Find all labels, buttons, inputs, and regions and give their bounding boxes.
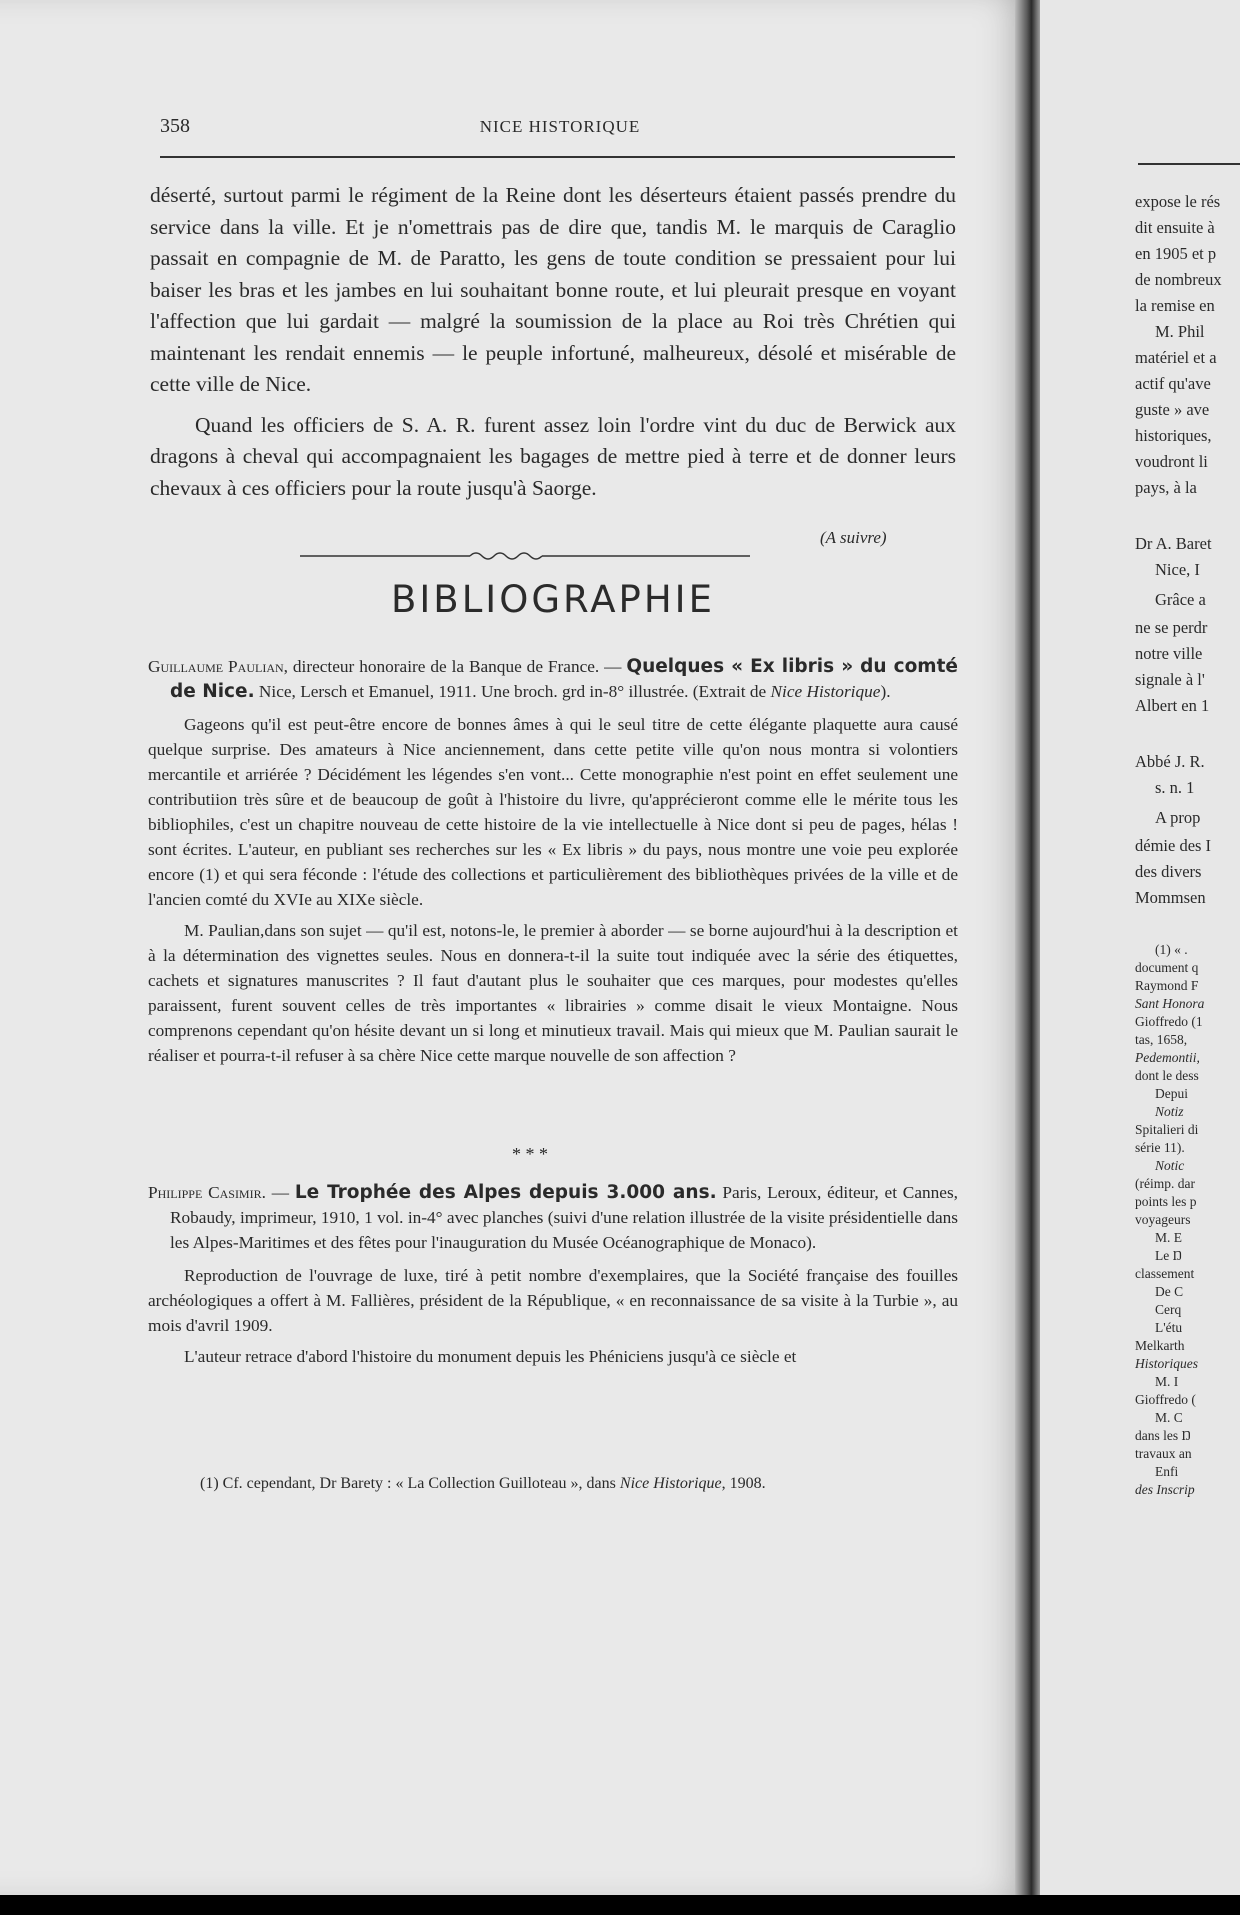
footnote-fragment: Sant Honora xyxy=(1135,996,1205,1011)
publication-info: Nice, Lersch et Emanuel, 1911. Une broch. grd in-8° illustrée. (Extrait de xyxy=(254,682,771,701)
text-fragment: s. n. 1 xyxy=(1155,778,1195,797)
footnote-fragment: document q xyxy=(1135,960,1199,975)
text-fragment: Grâce a xyxy=(1155,590,1206,609)
entry-heading xyxy=(148,654,958,704)
section-title: BIBLIOGRAPHIE xyxy=(391,578,715,621)
text-fragment: guste » ave xyxy=(1135,400,1210,419)
footnote-fragment: Gioffredo ( xyxy=(1135,1392,1196,1407)
footnote-fragment: Enfi xyxy=(1155,1464,1179,1479)
scan-border xyxy=(0,1895,1240,1915)
footnote-fragment: voyageurs xyxy=(1135,1212,1191,1227)
review-paragraph: L'auteur retrace d'abord l'histoire du monument depuis les Phéniciens jusqu'à ce siècle et xyxy=(184,1347,797,1366)
paragraph: déserté, surtout parmi le régiment de la Reine dont les déserteurs étaient passés prendre du service dans la ville. Et je n'omettrais pas de dire que, tandis M. le marquis de Caraglio passait en compagnie de M. de Paratto, les gens de toute condition se pressaient pour lui baiser les bras et les jambes en lui souhaitant bonne route, et lui pleurait presque en voyant l'affection que lui gardait — malgré la soumission de la place au Roi très Chrétien qui maintenant les rendait ennemis — le peuple infortuné, malheureux, désolé et misérable de cette ville de Nice. xyxy=(150,183,956,396)
footnote-fragment: points les p xyxy=(1135,1194,1197,1209)
footnote-fragment: Notic xyxy=(1155,1158,1185,1173)
text-fragment: des divers xyxy=(1135,862,1202,881)
entry-author: Philippe Casimir xyxy=(148,1183,262,1202)
footnote-italic: Nice Historique xyxy=(619,1475,722,1492)
footnote-fragment: (1) « . xyxy=(1155,942,1188,957)
publication-italic: Nice Historique xyxy=(770,682,881,701)
entry-heading xyxy=(148,1180,958,1255)
to-be-continued: (A suivre) xyxy=(820,528,887,547)
footnote-fragment: Pedemontii, xyxy=(1135,1050,1200,1065)
footnote xyxy=(200,1475,940,1493)
text-fragment: démie des I xyxy=(1135,836,1212,855)
text-fragment: signale à l' xyxy=(1135,670,1205,689)
publication-end: ). xyxy=(880,682,891,701)
author-description: , directeur honoraire de la Banque de France. — xyxy=(283,657,627,676)
text-fragment: Abbé J. R. xyxy=(1135,752,1205,771)
footnote-fragment: des Inscrip xyxy=(1135,1482,1195,1497)
section-separator: * * * xyxy=(512,1144,548,1164)
footnote-fragment: M. E xyxy=(1155,1230,1182,1245)
bibliography-entry xyxy=(148,654,958,1068)
footnote-fragment: travaux an xyxy=(1135,1446,1192,1460)
footnote-fragment: Notiz xyxy=(1155,1104,1184,1119)
footnote-fragment: Le Ŋ xyxy=(1155,1248,1183,1263)
footnote-end: , 1908. xyxy=(721,1475,766,1492)
header-rule xyxy=(160,156,955,158)
footnote-fragment: Cerq xyxy=(1155,1302,1182,1317)
text-fragment: Albert en 1 xyxy=(1135,696,1210,715)
right-page-text xyxy=(1135,0,1240,1460)
entry-title: Quelques « Ex libris » du comté de Nice. xyxy=(170,656,958,702)
text-fragment: historiques, xyxy=(1135,426,1212,445)
ornamental-rule xyxy=(300,548,750,564)
footnote-fragment: M. C xyxy=(1155,1410,1183,1425)
page-header xyxy=(160,115,960,145)
footnote-fragment: Historiques xyxy=(1135,1356,1199,1371)
review-paragraph: Gageons qu'il est peut-être encore de bonnes âmes à qui le seul titre de cette élégante plaquette aura causé quelque surprise. Des amateurs à Nice anciennement, dans cette petite ville qu'on nous montra si volontiers mercantile et arriérée ? Décidément les légendes s'en vont... Cette monographie n'est point en effet seulement une contributiion très sûre et de beaucoup de goût à l'histoire du livre, qu'apprécieront comme elle le mérite tous les bibliophiles, c'est un chapitre nouveau de cette histoire de la vie intellectuelle à Nice dont si peu de pages, hélas ! sont écrites. L'auteur, en publiant ses recherches sur les « Ex libris » du pays, nous montre une voie peu explorée encore (1) et qui sera féconde : l'étude des collections et particulièrement des bibliothèques privées de la ville et de l'ancien comté du XVIe au XIXe siècle. xyxy=(148,715,958,909)
footnote-fragment: (réimp. dar xyxy=(1135,1176,1195,1191)
text-fragment: ne se perdr xyxy=(1135,618,1208,637)
bibliography-entry xyxy=(148,1180,958,1369)
text-fragment: expose le rés xyxy=(1135,192,1221,211)
review-paragraph: M. Paulian,dans son sujet — qu'il est, notons-le, le premier à aborder — se borne aujourd'hui à la description et à la détermination des vignettes seules. Nous en donnera-t-il la suite tout indiquée avec la série des étiquettes, cachets et signatures manuscrites ? Il faut d'autant plus le souhaiter que ces marques, pour modestes qu'elles paraissent, furent souvent celles de très importantes « librairies » comme disait le vieux Montaigne. Nous comprenons cependant qu'on hésite devant un si long et minutieux travail. Mais qui mieux que M. Paulian saurait le réaliser et pourra-t-il refuser à sa chère Nice cette marque nouvelle de son affection ? xyxy=(148,921,958,1065)
text-fragment: pays, à la xyxy=(1135,478,1197,497)
footnote-fragment: classement xyxy=(1135,1266,1195,1281)
text-fragment: M. Phil xyxy=(1155,322,1205,341)
text-fragment: matériel et a xyxy=(1135,348,1217,367)
text-fragment: Dr A. Baret xyxy=(1135,534,1212,553)
footnote-fragment: M. I xyxy=(1155,1374,1179,1389)
footnote-fragment: dans les Ŋ xyxy=(1135,1428,1191,1443)
footnote-fragment: De C xyxy=(1155,1284,1184,1299)
page-number: 358 xyxy=(160,115,190,137)
running-head: NICE HISTORIQUE xyxy=(479,117,641,136)
text-fragment: en 1905 et p xyxy=(1135,244,1217,263)
entry-title: Le Trophée des Alpes depuis 3.000 ans. xyxy=(294,1182,717,1203)
paragraph: Quand les officiers de S. A. R. furent assez loin l'ordre vint du duc de Berwick aux dragons à cheval qui accompagnaient les bagages de mettre pied à terre et de donner leurs chevaux à ces officiers pour la route jusqu'à Saorge. xyxy=(150,412,956,500)
footnote-fragment: Spitalieri di xyxy=(1135,1122,1199,1137)
right-page-text-bottom xyxy=(1135,1460,1240,1520)
text-fragment: Nice, I xyxy=(1155,560,1200,579)
footnote-fragment: tas, 1658, xyxy=(1135,1032,1188,1047)
text-fragment: notre ville xyxy=(1135,644,1203,663)
footnote-fragment: Raymond F xyxy=(1135,978,1199,993)
footnote-fragment: Depui xyxy=(1155,1086,1188,1101)
text-fragment: dit ensuite à xyxy=(1135,218,1215,237)
text-fragment: voudront li xyxy=(1135,452,1208,471)
footnote-fragment: L'étu xyxy=(1155,1320,1183,1335)
publication-info: Paris, Leroux, éditeur, et Cannes, Robaudy, imprimeur, 1910, 1 vol. in-4° avec planches (suivi d'une relation illustrée de la visite présidentielle dans les Alpes-Maritimes et des fêtes pour l'inauguration du Musée Océanographique de Monaco). xyxy=(170,1183,958,1252)
article-continuation xyxy=(150,180,956,504)
review-paragraph: Reproduction de l'ouvrage de luxe, tiré à petit nombre d'exemplaires, que la Société française des fouilles archéologiques a offert à M. Fallières, président de la République, « en reconnaissance de sa visite à la Turbie », au mois d'avril 1909. xyxy=(148,1266,958,1335)
text-fragment: la remise en xyxy=(1135,296,1215,315)
footnote-fragment: série 11). xyxy=(1135,1140,1185,1155)
text-fragment: actif qu'ave xyxy=(1135,374,1211,393)
separator-dash: . — xyxy=(261,1183,295,1202)
footnote-fragment: Melkarth xyxy=(1135,1338,1185,1353)
footnote-fragment: dont le dess xyxy=(1135,1068,1199,1083)
footnote-fragment: Gioffredo (1 xyxy=(1135,1014,1203,1029)
footnote-text: (1) Cf. cependant, Dr Barety : « La Collection Guilloteau », dans xyxy=(200,1475,620,1492)
text-fragment: Mommsen xyxy=(1135,888,1206,907)
text-fragment: de nombreux xyxy=(1135,270,1222,289)
text-fragment: A prop xyxy=(1155,808,1201,827)
entry-author: Guillaume Paulian xyxy=(148,657,284,676)
